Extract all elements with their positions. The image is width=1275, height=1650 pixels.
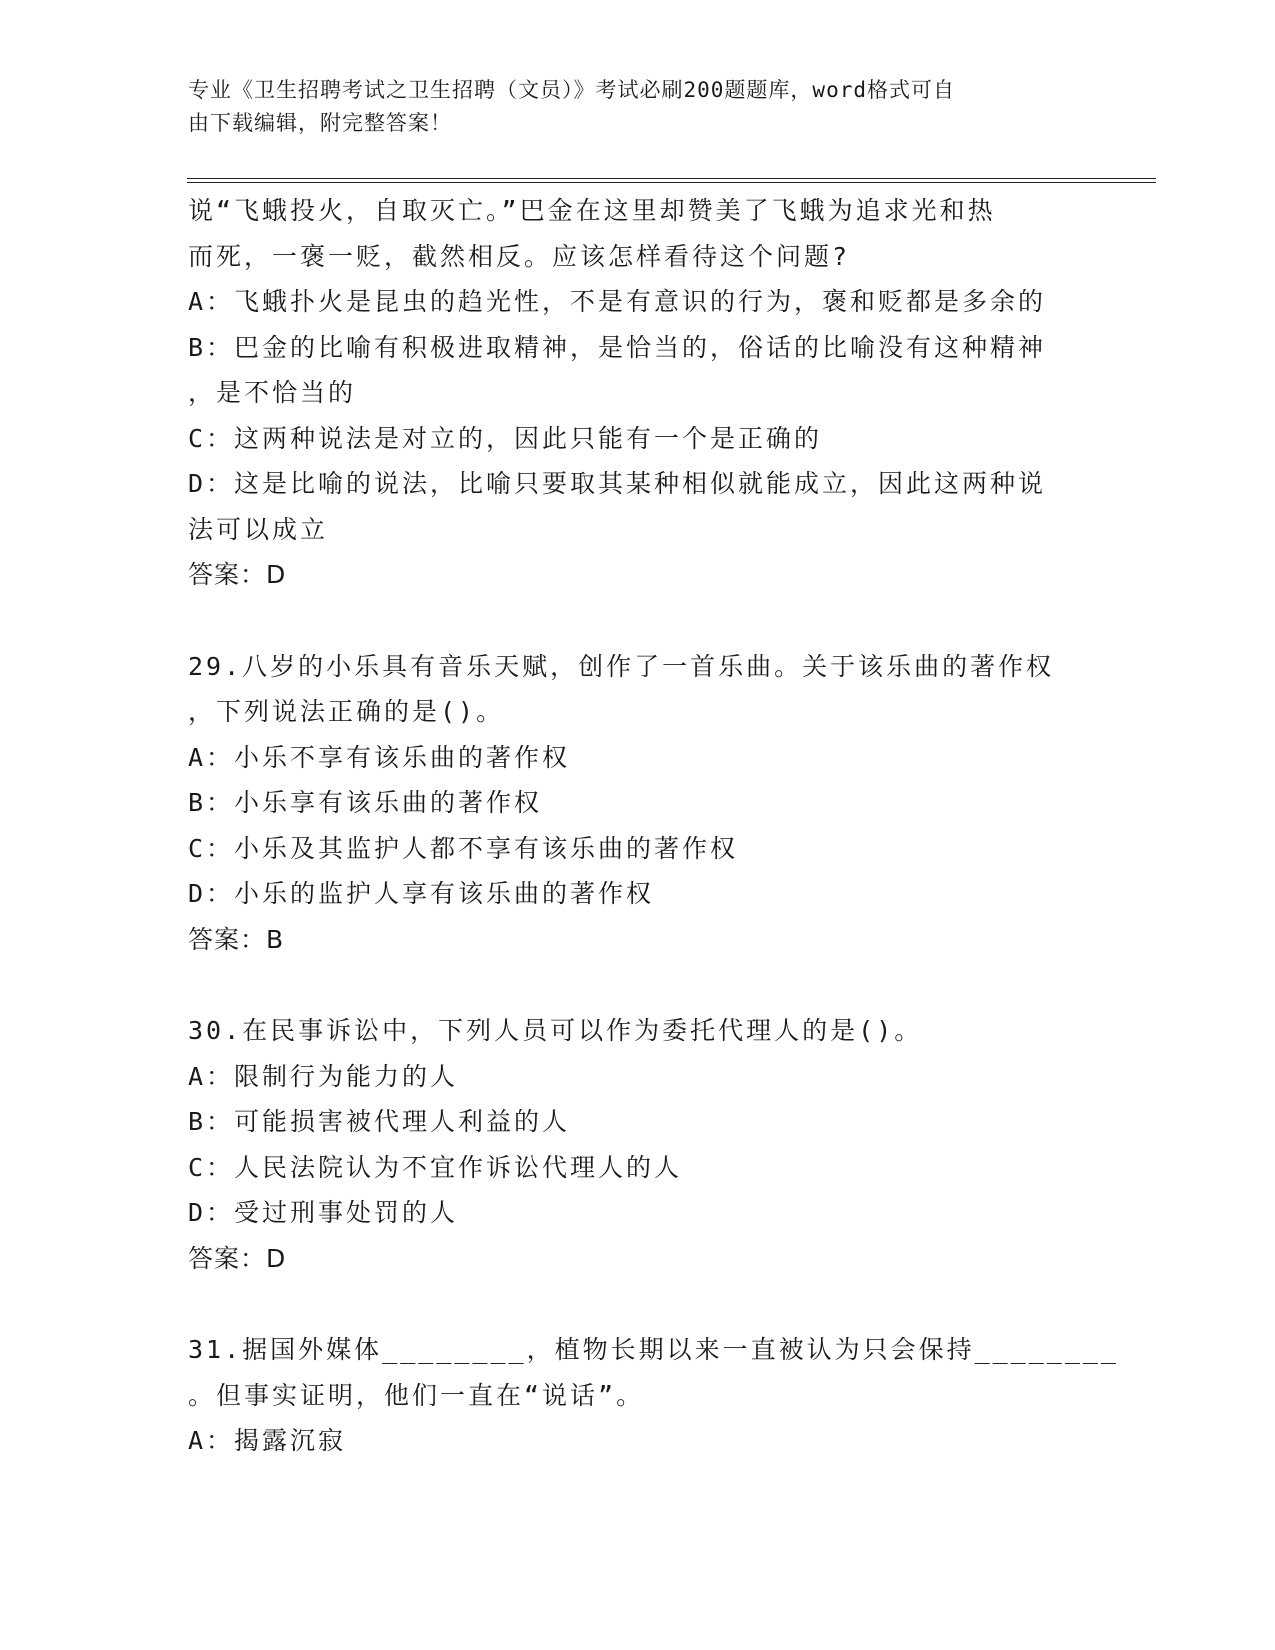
option-b: B：巴金的比喻有积极进取精神，是恰当的，俗话的比喻没有这种精神 bbox=[188, 332, 1047, 362]
question-stem-line: ，下列说法正确的是()。 bbox=[188, 697, 505, 726]
option-a: A：小乐不享有该乐曲的著作权 bbox=[188, 742, 571, 772]
option-d: D：受过刑事处罚的人 bbox=[188, 1198, 459, 1227]
question-31 bbox=[188, 1327, 1119, 1464]
option-b-continued: ，是不恰当的 bbox=[188, 378, 357, 407]
option-c: C：小乐及其监护人都不享有该乐曲的著作权 bbox=[188, 833, 739, 863]
question-spacer bbox=[188, 1281, 1088, 1327]
answer-line: 答案：D bbox=[188, 560, 287, 589]
question-stem-line: 说“飞蛾投火，自取灭亡。”巴金在这里却赞美了飞蛾为追求光和热 bbox=[188, 196, 996, 225]
question-spacer bbox=[188, 962, 1088, 1008]
answer-line: 答案：B bbox=[188, 924, 285, 954]
question-stem-line: 29.八岁的小乐具有音乐天赋，创作了一首乐曲。关于该乐曲的著作权 bbox=[188, 651, 1055, 681]
option-c: C：这两种说法是对立的，因此只能有一个是正确的 bbox=[188, 423, 823, 453]
option-a: A：飞蛾扑火是昆虫的趋光性，不是有意识的行为，褒和贬都是多余的 bbox=[188, 287, 1047, 316]
question-stem-line: 31.据国外媒体________，植物长期以来一直被认为只会保持________ bbox=[188, 1335, 1119, 1364]
header-double-rule bbox=[187, 178, 1156, 183]
document-header bbox=[188, 74, 1068, 140]
answer-line: 答案：D bbox=[188, 1243, 287, 1273]
option-a: A：揭露沉寂 bbox=[188, 1426, 347, 1455]
option-c: C：人民法院认为不宜作诉讼代理人的人 bbox=[188, 1152, 683, 1182]
question-30 bbox=[188, 1008, 1088, 1281]
question-28 bbox=[188, 188, 1088, 598]
question-list bbox=[188, 188, 1119, 1464]
option-b: B：可能损害被代理人利益的人 bbox=[188, 1107, 571, 1136]
question-stem-line: 而死，一褒一贬，截然相反。应该怎样看待这个问题? bbox=[188, 241, 851, 271]
question-spacer bbox=[188, 598, 1088, 644]
option-d: D：小乐的监护人享有该乐曲的著作权 bbox=[188, 879, 655, 908]
option-b: B：小乐享有该乐曲的著作权 bbox=[188, 788, 543, 817]
header-title-line-2: 由下载编辑，附完整答案！ bbox=[188, 111, 452, 135]
option-d: D：这是比喻的说法，比喻只要取其某种相似就能成立，因此这两种说 bbox=[188, 469, 1047, 498]
question-29 bbox=[188, 644, 1088, 963]
option-a: A：限制行为能力的人 bbox=[188, 1061, 459, 1091]
question-stem-line: 30.在民事诉讼中，下列人员可以作为委托代理人的是()。 bbox=[188, 1016, 923, 1045]
option-d-continued: 法可以成立 bbox=[188, 514, 329, 544]
header-title-line-1: 专业《卫生招聘考试之卫生招聘（文员）》考试必刷200题题库，word格式可自 bbox=[188, 78, 955, 102]
question-stem-line: 。但事实证明，他们一直在“说话”。 bbox=[188, 1380, 645, 1410]
